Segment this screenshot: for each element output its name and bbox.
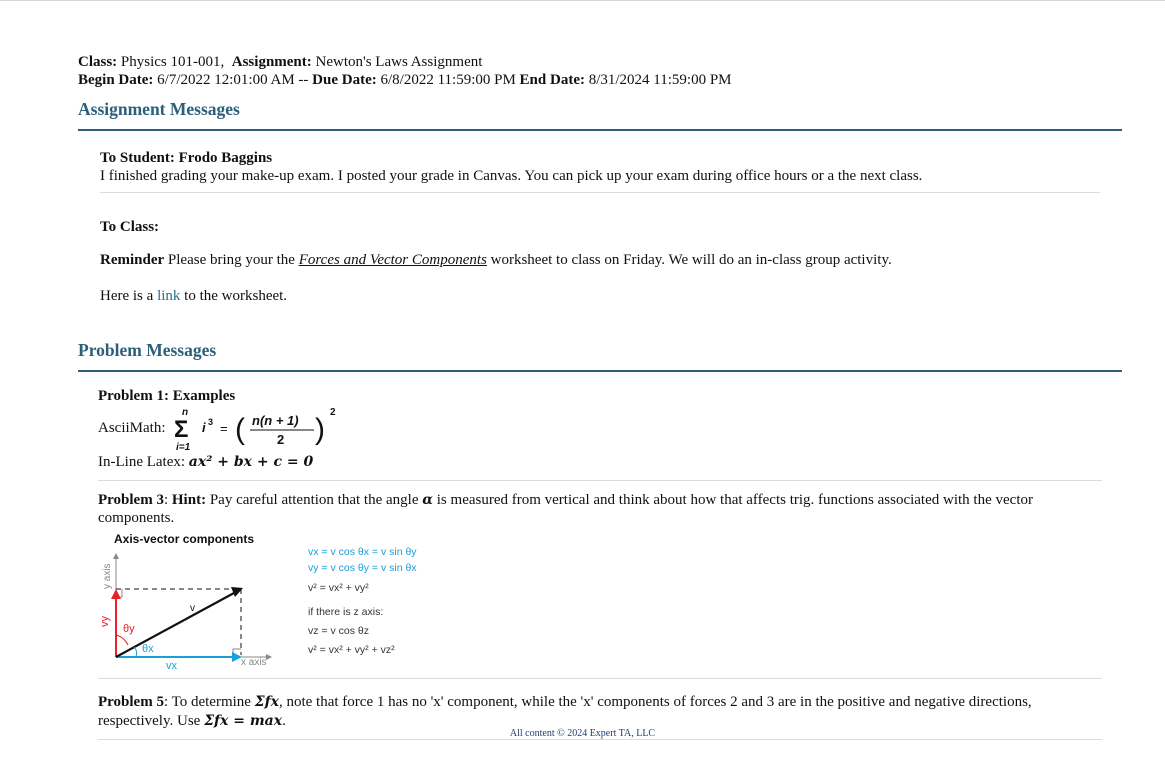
- svg-text:(: (: [235, 413, 245, 446]
- svg-text:Σ: Σ: [174, 416, 189, 443]
- begin-value: 6/7/2022 12:01:00 AM --: [157, 72, 309, 88]
- link-after: to the worksheet.: [180, 288, 288, 304]
- theta-x-arc: [134, 647, 137, 657]
- assignment-page: [78, 53, 1122, 740]
- assignment-messages: [78, 131, 1122, 330]
- assignment-value: Newton's Laws Assignment: [315, 54, 483, 70]
- problem-3-label: Problem 3: [98, 492, 164, 508]
- theta-y-arc: [116, 635, 128, 645]
- assignment-label: Assignment:: [231, 54, 312, 70]
- latex-expression: ax² + bx + c = 0: [188, 454, 314, 470]
- svg-text:): ): [315, 413, 325, 446]
- theta-x-label: θx: [142, 643, 154, 655]
- p5-text-1: : To determine: [163, 694, 255, 710]
- problem-messages: [78, 372, 1122, 740]
- footer-copyright: All content © 2024 Expert TA, LLC: [509, 728, 656, 739]
- ascii-math-line: [98, 405, 1102, 453]
- y-axis-arrowhead: [113, 553, 119, 559]
- latex-line: [98, 453, 1102, 471]
- begin-label: Begin Date:: [78, 72, 154, 88]
- sum-formula: [170, 405, 430, 453]
- eq-vx: vx = v cos θx = v sin θy: [308, 546, 417, 558]
- hint-after: is measured from vertical and think about how that affects trig. functions associated with the vector components.: [98, 492, 1033, 526]
- p5-text-3: .: [282, 713, 286, 729]
- hint-label: Hint:: [171, 492, 207, 508]
- reminder-before: Please bring your the: [164, 252, 299, 268]
- end-value: 8/31/2024 11:59:00 PM: [588, 72, 732, 88]
- student-body: I finished grading your make-up exam. I posted your grade in Canvas. You can pick up your exam during office hours or a the next class.: [100, 168, 923, 184]
- x-axis-label: x axis: [241, 657, 267, 668]
- y-axis-label: y axis: [102, 563, 113, 589]
- dates-line: [78, 71, 1122, 89]
- reminder-label: Reminder: [100, 252, 165, 268]
- link-before: Here is a: [100, 288, 158, 304]
- student-message: [100, 131, 1100, 193]
- v-label: v: [190, 603, 195, 614]
- eq-vz: vz = v cos θz: [308, 625, 369, 637]
- component-equations: [308, 544, 417, 658]
- problem-3-message: [98, 481, 1102, 679]
- x-axis-arrowhead: [266, 654, 272, 660]
- svg-text:2: 2: [277, 432, 285, 447]
- problem-5-label: Problem 5: [98, 694, 164, 710]
- eq-v2: v² = vx² + vy²: [308, 582, 369, 594]
- svg-text:=: =: [220, 421, 228, 436]
- problem-5-text: [98, 693, 1102, 731]
- worksheet-link[interactable]: link: [157, 288, 181, 304]
- svg-text:i=1: i=1: [176, 442, 191, 453]
- class-message: [100, 193, 1100, 330]
- class-reminder: [100, 251, 1100, 269]
- due-value: 6/8/2022 11:59:00 PM: [380, 72, 516, 88]
- svg-text:n: n: [182, 407, 189, 418]
- hint-before: Pay careful attention that the angle: [206, 492, 423, 508]
- assignment-messages-title: Assignment Messages: [78, 99, 1122, 131]
- class-value: Physics 101-001,: [120, 54, 225, 70]
- due-label: Due Date:: [312, 72, 377, 88]
- reminder-after: worksheet to class on Friday. We will do an in-class group activity.: [486, 252, 892, 268]
- latex-label: In-Line Latex:: [98, 454, 186, 470]
- vy-arrowhead: [111, 589, 121, 599]
- sum-fx: Σfx: [254, 694, 279, 710]
- figure-title: Axis-vector components: [114, 532, 255, 546]
- p5-text-2: , note that force 1 has no 'x' component, while the 'x' components of forces 2 and 3 are in the positive and negative directions, respectively. Use: [98, 694, 1032, 729]
- worksheet-link-line: [100, 287, 1100, 305]
- end-label: End Date:: [519, 72, 585, 88]
- ascii-math-label: AsciiMath:: [98, 420, 166, 436]
- problem-1-label: Problem 1: [98, 388, 164, 404]
- vx-label: vx: [166, 660, 177, 669]
- class-to: To Class:: [100, 219, 160, 235]
- z-axis-note: if there is z axis:: [308, 606, 384, 618]
- eq-vy: vy = v cos θy = v sin θx: [308, 562, 417, 574]
- theta-y-label: θy: [123, 623, 135, 635]
- problem-1-title: : Examples: [163, 388, 236, 404]
- axis-vector-figure: [98, 527, 1102, 669]
- newton-equation: Σfx = max: [204, 713, 283, 729]
- student-to: To Student: Frodo Baggins: [100, 150, 273, 166]
- svg-text:n(n + 1): n(n + 1): [252, 413, 299, 428]
- worksheet-title: Forces and Vector Components: [298, 252, 487, 268]
- problem-1-message: [98, 372, 1102, 481]
- problem-3-text: Problem 3: Hint: Pay careful attention that the angle α is measured from vertical and think about how that affects trig. functions associated with the vector components.: [98, 492, 1033, 526]
- class-line: [78, 53, 1122, 71]
- problem-messages-title: Problem Messages: [78, 340, 1122, 372]
- alpha-symbol: α: [422, 492, 434, 508]
- class-label: Class:: [78, 54, 118, 70]
- svg-text:2: 2: [330, 407, 336, 418]
- eq-v2z: v² = vx² + vy² + vz²: [308, 644, 395, 656]
- svg-text:i: i: [202, 420, 206, 435]
- svg-text:3: 3: [208, 417, 214, 427]
- vy-label: vy: [99, 616, 111, 627]
